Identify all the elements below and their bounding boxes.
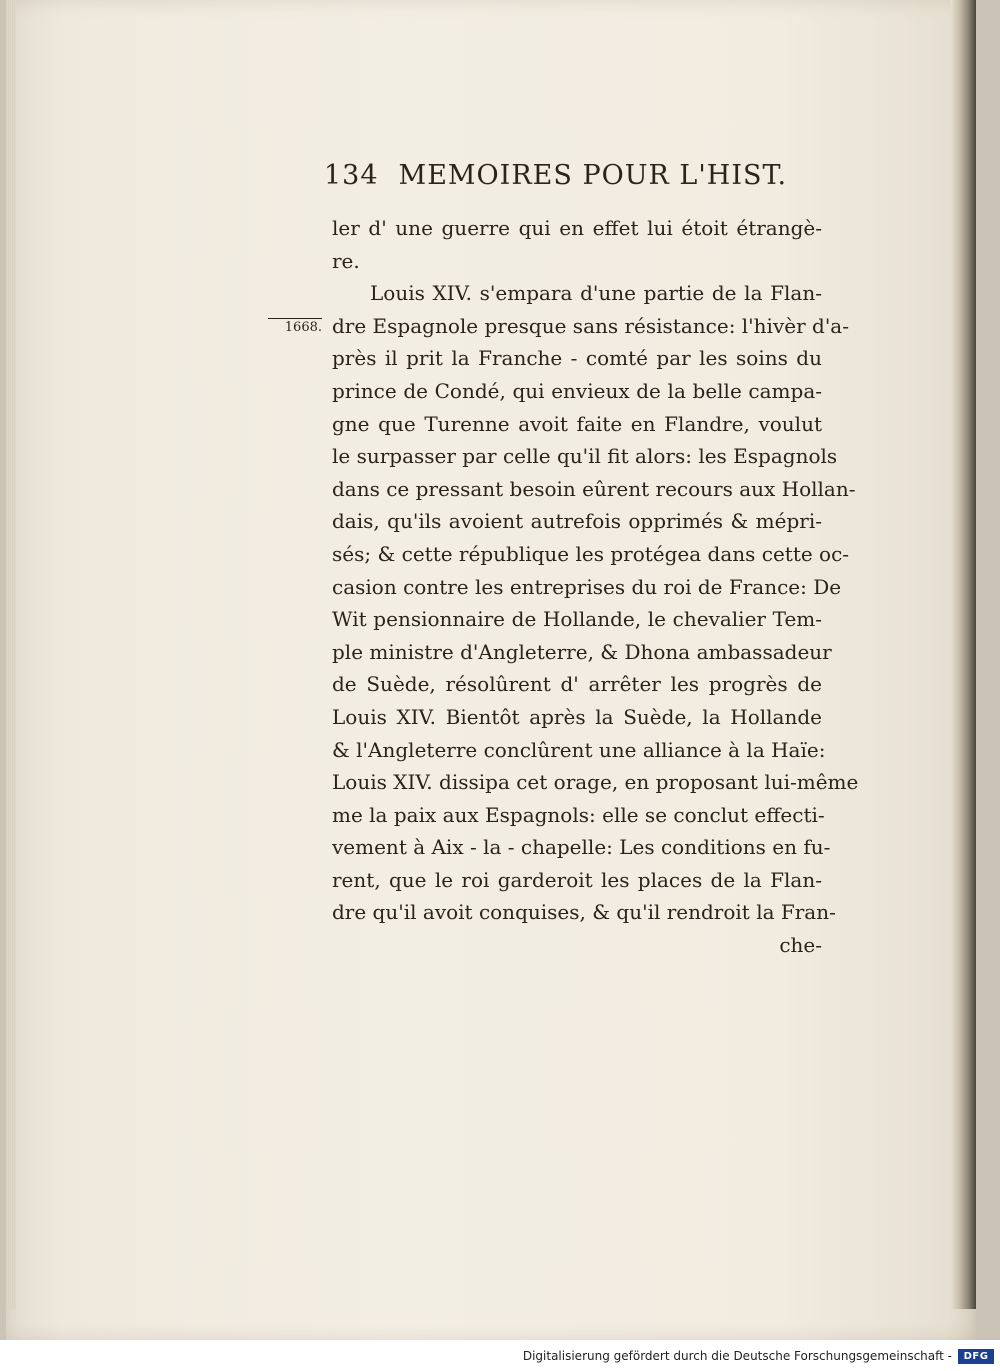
text-line: dans ce pressant besoin eûrent recours aux Hollan-: [332, 476, 856, 501]
text-line: ple ministre d'Angleterre, & Dhona ambassadeur: [332, 639, 832, 664]
text-line: me la paix aux Espagnols: elle se conclut effecti-: [332, 802, 825, 827]
running-head: [324, 160, 824, 200]
footer-bar: [0, 1340, 1000, 1371]
text-line: Louis XIV. s'empara d'une partie de la Flan-: [370, 281, 822, 306]
text-line: Wit pensionnaire de Hollande, le chevalier Tem-: [332, 607, 822, 632]
book-binding: [950, 0, 976, 1309]
text-line: dre Espagnole presque sans résistance: l'hivèr d'a-: [332, 313, 849, 338]
text-line: gne que Turenne avoit faite en Flandre, voulut: [332, 411, 822, 436]
text-line: de Suède, résolûrent d' arrêter les progrès de: [332, 672, 822, 697]
text-line: près il prit la Franche - comté par les soins du: [332, 346, 822, 371]
text-line: le surpasser par celle qu'il fit alors: les Espagnols: [332, 444, 838, 469]
text-line: ler d' une guerre qui en effet lui étoit étrangè-: [332, 216, 822, 240]
text-line: & l'Angleterre conclûrent une alliance à la Haïe:: [332, 737, 826, 762]
text-line: re.: [332, 248, 360, 273]
text-line: dre qu'il avoit conquises, & qu'il rendroit la Fran-: [332, 900, 836, 925]
page-number: 134: [324, 160, 379, 191]
text-line: prince de Condé, qui envieux de la belle campa-: [332, 378, 822, 403]
catchword: che-: [779, 933, 822, 958]
paper-page: [6, 0, 976, 1340]
margin-date-note: 1668.: [268, 318, 322, 335]
text-line: casion contre les entreprises du roi de France: De: [332, 574, 842, 599]
body-text: [332, 212, 859, 962]
text-line: sés; & cette république les protégea dans cette oc-: [332, 541, 850, 566]
text-line: Louis XIV. Bientôt après la Suède, la Hollande: [332, 704, 822, 729]
running-title: MEMOIRES POUR L'HIST.: [398, 160, 788, 191]
dfg-logo: DFG: [958, 1349, 994, 1364]
text-line: vement à Aix - la - chapelle: Les conditions en fu-: [332, 835, 831, 860]
text-line: dais, qu'ils avoient autrefois opprimés & mépri-: [332, 509, 822, 534]
page-edges-left: [6, 0, 16, 1309]
funding-credit: Digitalisierung gefördert durch die Deutsche Forschungsgemeinschaft -: [522, 1349, 952, 1363]
text-line: rent, que le roi garderoit les places de la Flan-: [332, 867, 822, 892]
text-line: Louis XIV. dissipa cet orage, en proposant lui-même: [332, 770, 859, 795]
